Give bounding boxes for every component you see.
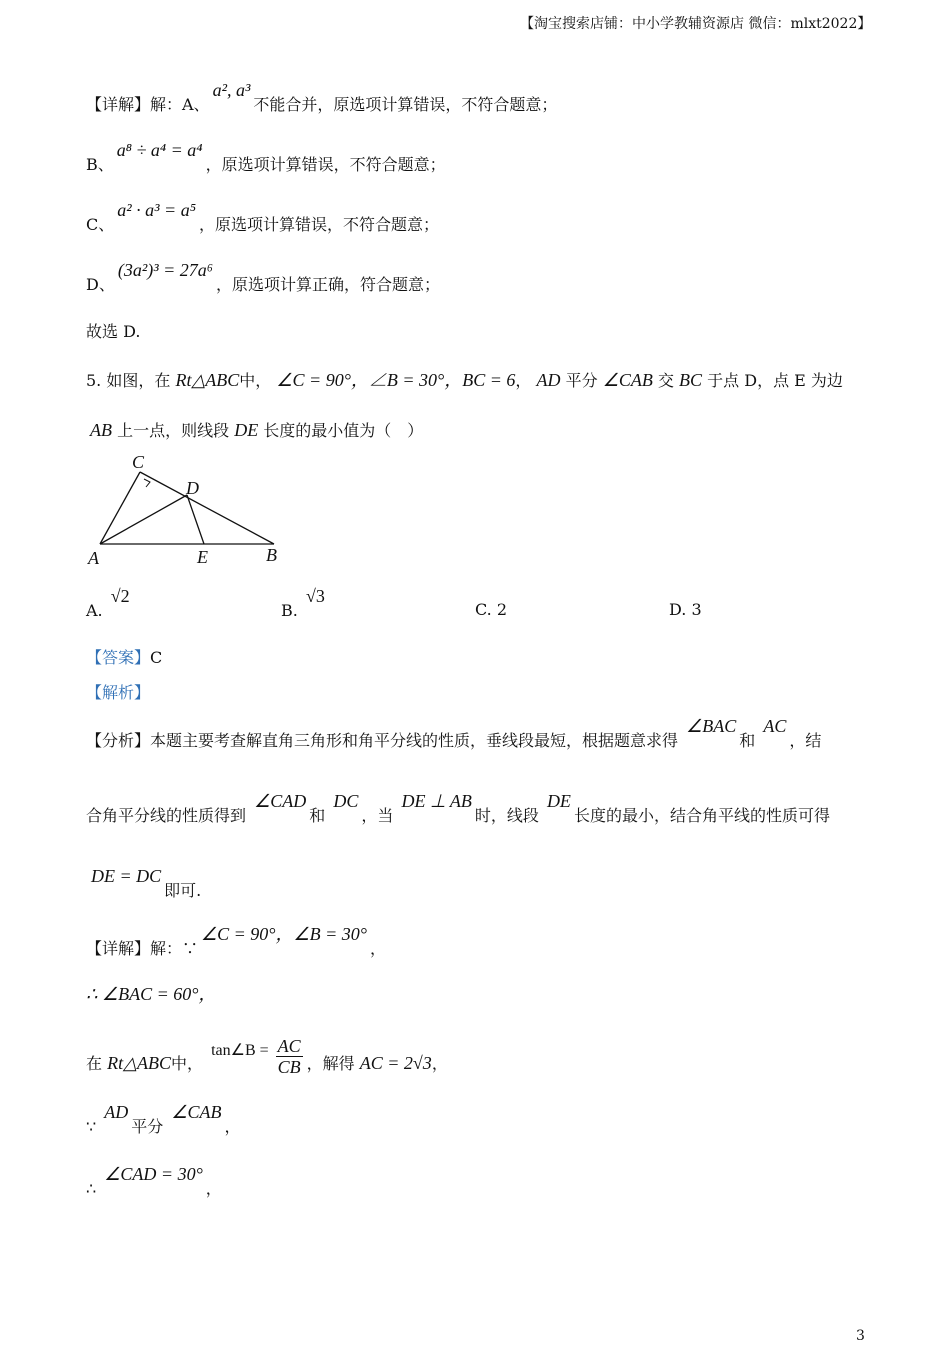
math-ab: AB <box>90 420 112 440</box>
q-text: 平分 <box>565 371 598 390</box>
analysis-text: 和 <box>739 731 756 750</box>
answer-line <box>86 648 162 668</box>
analysis-line1 <box>86 716 822 751</box>
math-cad-30: ∠CAD = 30° <box>104 1164 203 1184</box>
page-number: 3 <box>856 1328 865 1344</box>
option-prefix: D、 <box>86 275 115 294</box>
q-text: 中， <box>239 371 272 390</box>
math-de-eq-dc: DE = DC <box>91 866 162 886</box>
detail-text: ， <box>224 1117 241 1136</box>
answer-value: C <box>150 648 163 667</box>
math-de: DE <box>546 791 571 811</box>
option-prefix: C、 <box>86 215 115 234</box>
detail-text: 平分 <box>131 1117 164 1136</box>
choice-c <box>475 600 507 619</box>
q-text: 上一点，则线段 <box>117 421 230 440</box>
math-expr: a⁸ ÷ a⁴ = a⁴ <box>116 140 203 160</box>
segment-cb <box>140 472 274 544</box>
math-expr: a², a³ <box>212 80 251 100</box>
choice-value: √2 <box>110 586 130 606</box>
detail-text: ，原选项计算错误，不符合题意； <box>205 155 446 174</box>
math-rt: Rt△ABC <box>175 370 240 390</box>
detail5-line3 <box>86 1036 448 1085</box>
right-angle-mark <box>144 479 150 487</box>
analysis-text: 时，线段 <box>474 806 539 825</box>
question-number: 5. 如图，在 <box>86 371 171 390</box>
triangle-figure <box>86 450 296 575</box>
detail5-line1 <box>86 924 386 959</box>
therefore-symbol: ∴ <box>86 1179 97 1198</box>
detail-line-a <box>86 80 558 115</box>
math-cab: ∠CAB <box>602 370 653 390</box>
label-e: E <box>197 547 208 567</box>
analysis-line2 <box>86 791 830 826</box>
choice-value: 3 <box>691 600 702 619</box>
choice-letter: D. <box>669 600 687 619</box>
analysis-line3 <box>88 866 202 901</box>
math-ac: AC <box>763 716 787 736</box>
page-header: 【淘宝搜索店铺：中小学教辅资源店 微信：mlxt2022】 <box>520 16 872 32</box>
analysis-text: 合角平分线的性质得到 <box>86 806 247 825</box>
analysis-text: ，当 <box>361 806 394 825</box>
answer-tag: 【答案】 <box>86 648 151 667</box>
analysis-text: 即可. <box>164 881 202 900</box>
detail-text: ， <box>369 939 386 958</box>
question-5-line1 <box>86 370 843 391</box>
math-dc: DC <box>333 791 359 811</box>
math-given: ∠C = 90°，∠B = 30° <box>201 924 367 944</box>
math-ad: AD <box>536 370 561 390</box>
detail-line-d <box>86 260 441 295</box>
analysis-text: ，结 <box>789 731 822 750</box>
detail-text: ，解得 <box>306 1054 355 1073</box>
math-expr: a² · a³ = a⁵ <box>117 200 196 220</box>
label-d: D <box>186 478 199 498</box>
math-tan: tan∠B = <box>211 1042 269 1059</box>
analysis-text: 本题主要考查解直角三角形和角平分线的性质，垂线段最短，根据题意求得 <box>150 731 679 750</box>
because-symbol: ∵ <box>86 1117 97 1136</box>
detail-text: ，原选项计算正确，符合题意； <box>216 275 441 294</box>
question-5-line2 <box>90 420 423 441</box>
q-text: 于点 D，点 E 为边 <box>707 371 843 390</box>
math-rt: Rt△ABC <box>107 1053 171 1073</box>
math-expr: (3a²)³ = 27a⁶ <box>117 260 214 280</box>
label-b: B <box>266 545 277 565</box>
math-ac-result: AC = 2√3 <box>359 1053 432 1073</box>
analysis-label: 【分析】 <box>86 731 151 750</box>
analysis-text: 和 <box>309 806 326 825</box>
detail-text: ， <box>431 1054 448 1073</box>
label-a: A <box>88 548 99 568</box>
math-de: DE <box>234 420 259 440</box>
q-text: 交 <box>657 371 674 390</box>
detail-text: ， <box>205 1179 222 1198</box>
choice-a <box>86 586 133 621</box>
detail-line-b <box>86 140 446 175</box>
math-bac-60: ∴ ∠BAC = 60°， <box>86 984 217 1004</box>
choice-b <box>281 586 328 621</box>
choice-value: √3 <box>305 586 325 606</box>
option-prefix: B、 <box>86 155 114 174</box>
detail-label: 【详解】解：A、 <box>86 95 210 114</box>
detail5-line2 <box>86 984 216 1005</box>
math-bc: BC <box>679 370 703 390</box>
detail5-line5 <box>86 1164 222 1199</box>
math-cab: ∠CAB <box>171 1102 222 1122</box>
choice-letter: B. <box>281 601 298 620</box>
detail-text: ，原选项计算错误，不符合题意； <box>198 215 439 234</box>
q-text: ， <box>515 371 532 390</box>
math-ad: AD <box>104 1102 129 1122</box>
detail-text: 中， <box>170 1054 203 1073</box>
math-de-perp-ab: DE ⊥ AB <box>401 791 472 811</box>
detail-text: 不能合并，原选项计算错误，不符合题意； <box>253 95 558 114</box>
fraction-denominator: CB <box>277 1057 301 1077</box>
math-bac: ∠BAC <box>686 716 737 736</box>
detail-text: 在 <box>86 1054 103 1073</box>
choice-value: 2 <box>496 600 508 619</box>
choice-letter: A. <box>86 601 103 620</box>
choice-d <box>669 600 702 619</box>
analysis-tag: 【解析】 <box>86 683 151 702</box>
q-text: 长度的最小值为（ ） <box>263 421 424 440</box>
analysis-text: 长度的最小，结合角平线的性质可得 <box>573 806 830 825</box>
math-angles: ∠C = 90°，∠B = 30°，BC = 6 <box>276 370 516 390</box>
detail-line-c <box>86 200 439 235</box>
detail-label: 【详解】解：∵ <box>86 939 199 958</box>
conclusion: 故选 D. <box>86 322 141 341</box>
fraction <box>276 1036 303 1077</box>
detail5-line4 <box>86 1102 241 1137</box>
math-cad: ∠CAD <box>254 791 307 811</box>
choice-letter: C. <box>475 600 492 619</box>
fraction-numerator: AC <box>277 1036 301 1056</box>
label-c: C <box>132 452 145 472</box>
